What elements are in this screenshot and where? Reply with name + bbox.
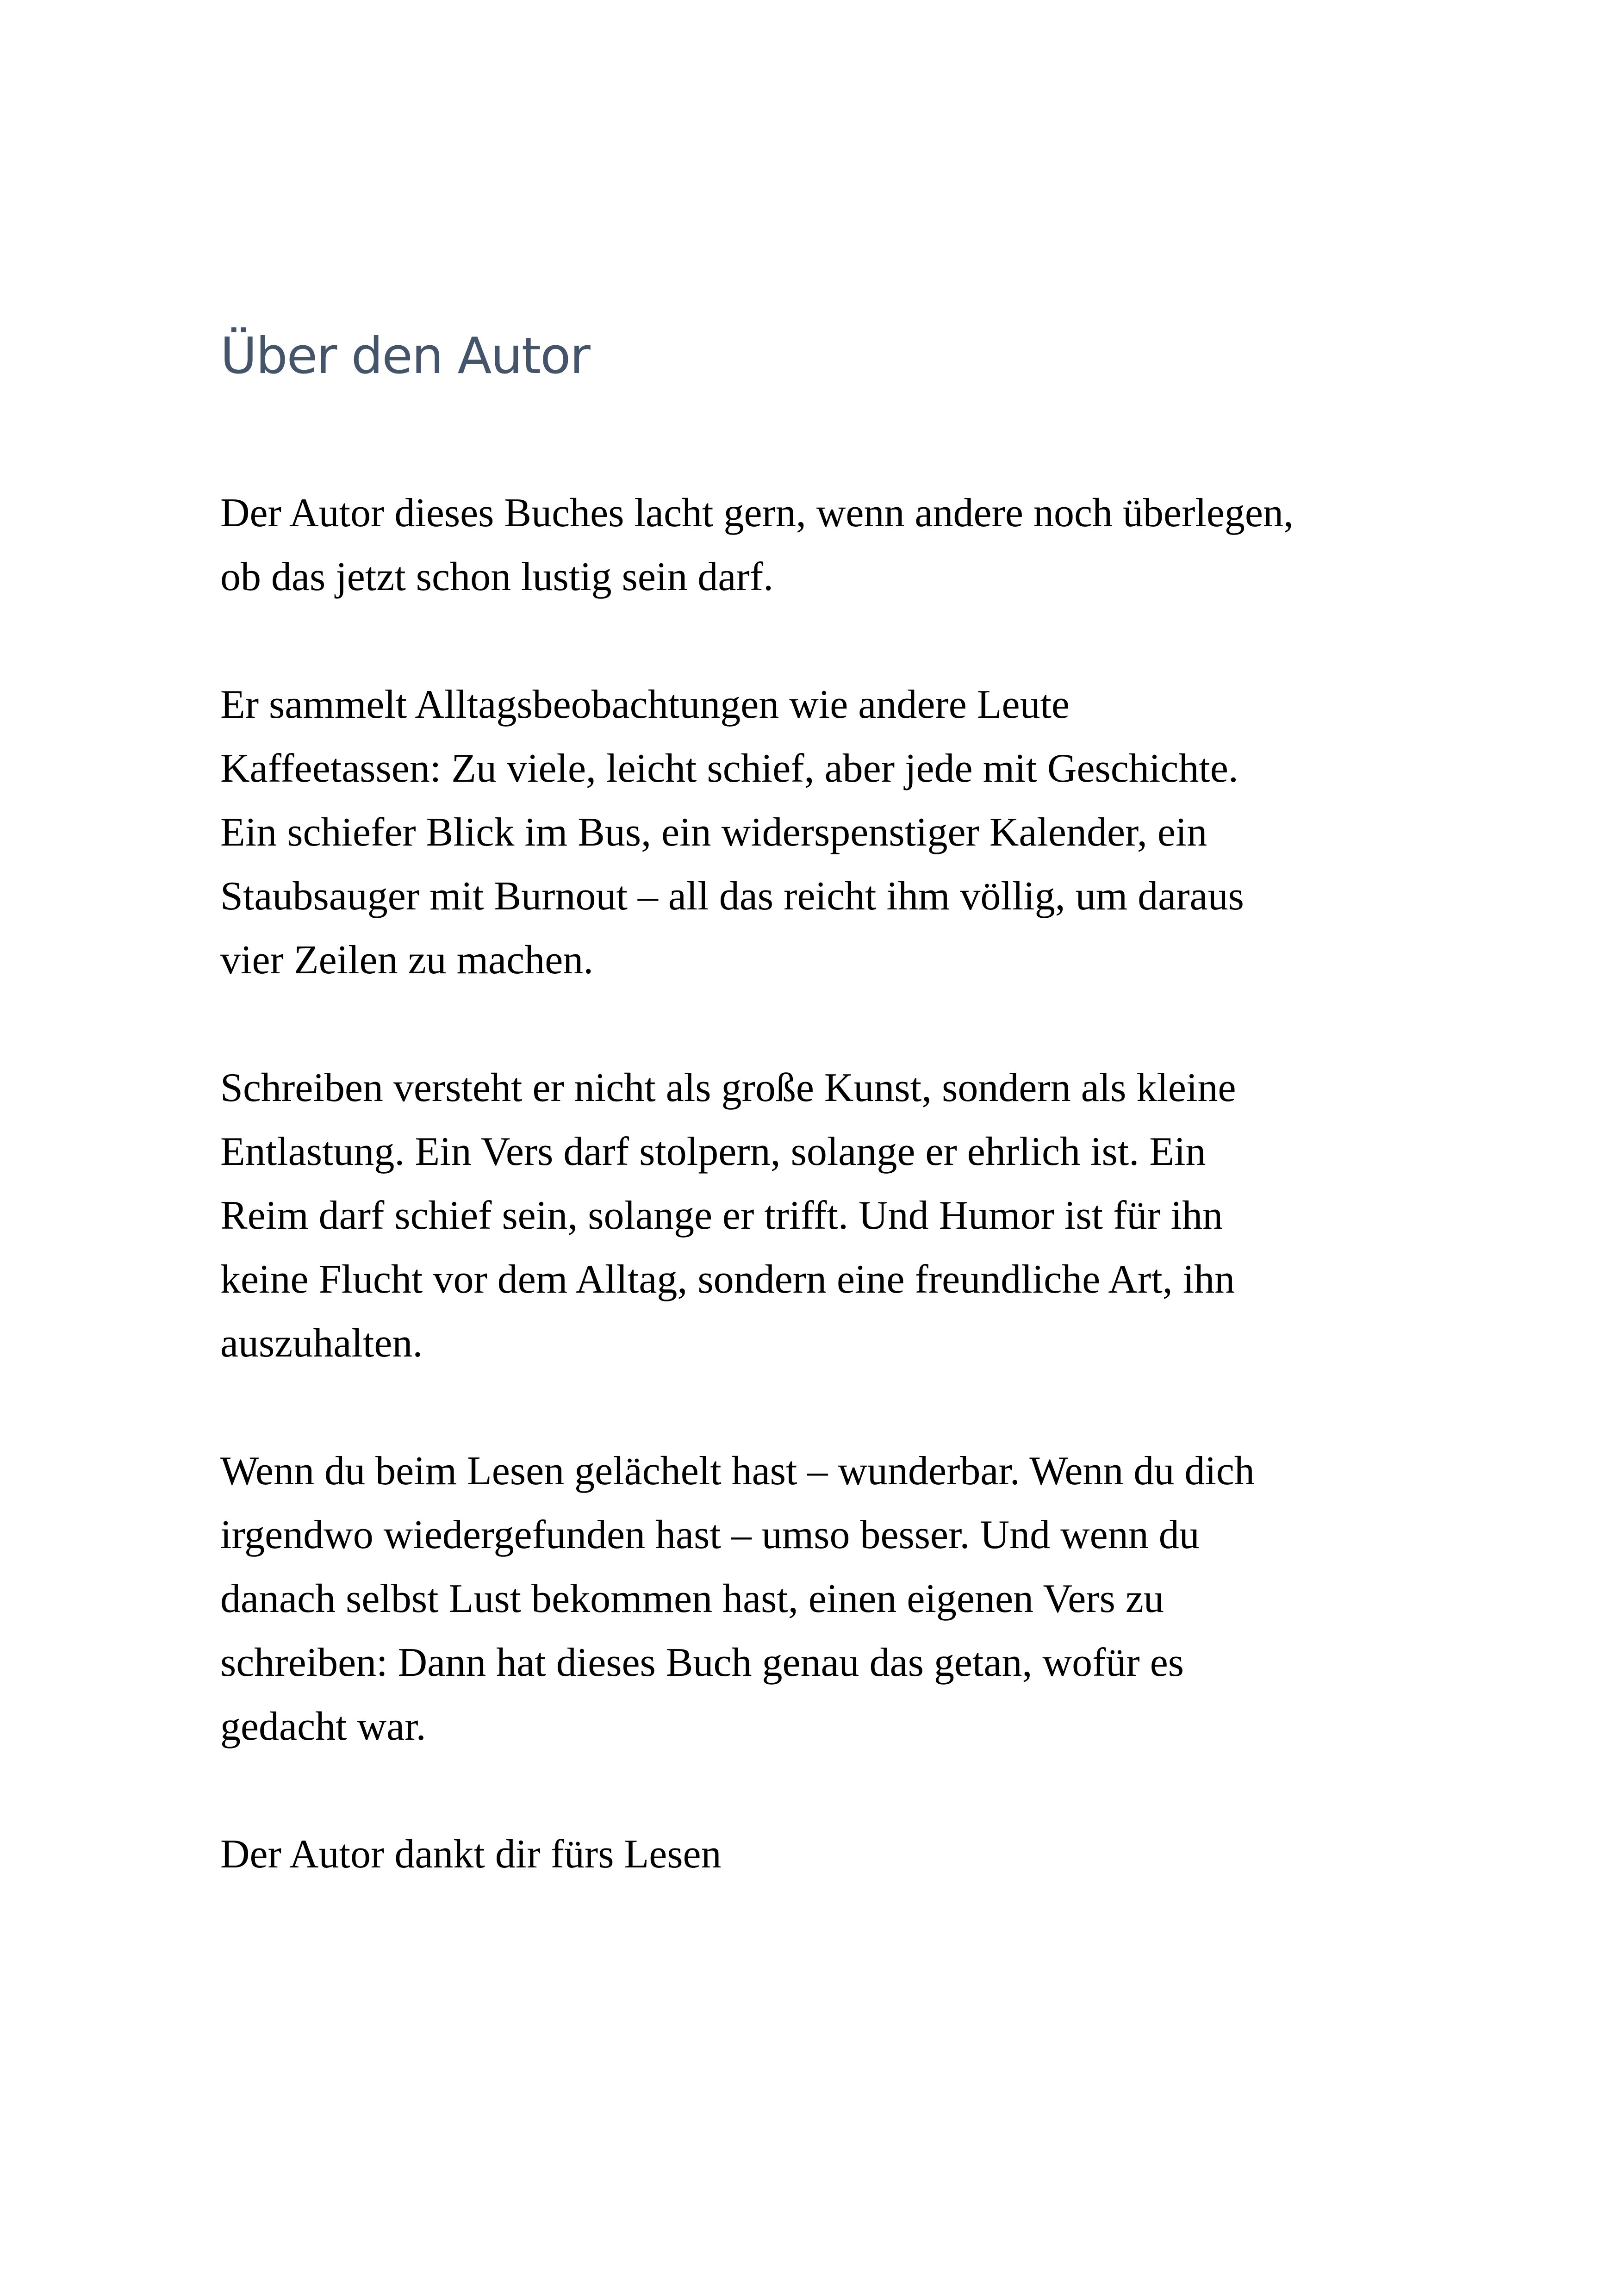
- paragraph-thanks: [220, 1823, 1405, 1886]
- text-line: Der Autor dieses Buches lacht gern, wenn andere noch überlegen,: [220, 491, 1294, 535]
- text-line: ob das jetzt schon lustig sein darf.: [220, 554, 774, 599]
- text-line: Wenn du beim Lesen gelächelt hast – wunderbar. Wenn du dich: [220, 1449, 1255, 1493]
- text-line: auszuhalten.: [220, 1321, 423, 1366]
- text-line: Staubsauger mit Burnout – all das reicht ihm völlig, um daraus: [220, 874, 1244, 919]
- text-line: Entlastung. Ein Vers darf stolpern, solange er ehrlich ist. Ein: [220, 1129, 1206, 1174]
- text-line: vier Zeilen zu machen.: [220, 938, 594, 983]
- text-line: schreiben: Dann hat dieses Buch genau das getan, wofür es: [220, 1640, 1184, 1685]
- text-line: Der Autor dankt dir fürs Lesen: [220, 1832, 722, 1877]
- text-line: Kaffeetassen: Zu viele, leicht schief, aber jede mit Geschichte.: [220, 746, 1238, 791]
- paragraph-spacer: [220, 1375, 1405, 1439]
- paragraph-writing: [220, 1056, 1405, 1375]
- paragraph-reader: [220, 1439, 1405, 1759]
- text-line: Reim darf schief sein, solange er trifft. Und Humor ist für ihn: [220, 1193, 1223, 1238]
- text-line: Er sammelt Alltagsbeobachtungen wie andere Leute: [220, 682, 1070, 727]
- text-line: irgendwo wiedergefunden hast – umso besser. Und wenn du: [220, 1512, 1200, 1557]
- page-title: Über den Autor: [220, 327, 590, 385]
- paragraph-intro: [220, 481, 1405, 609]
- text-line: gedacht war.: [220, 1704, 426, 1749]
- body-text: [220, 481, 1405, 1886]
- text-line: danach selbst Lust bekommen hast, einen eigenen Vers zu: [220, 1576, 1164, 1621]
- text-line: Ein schiefer Blick im Bus, ein widerspenstiger Kalender, ein: [220, 810, 1207, 855]
- text-line: keine Flucht vor dem Alltag, sondern eine freundliche Art, ihn: [220, 1257, 1235, 1302]
- paragraph-spacer: [220, 992, 1405, 1056]
- paragraph-observations: [220, 673, 1405, 992]
- paragraph-spacer: [220, 609, 1405, 673]
- text-line: Schreiben versteht er nicht als große Kunst, sondern als kleine: [220, 1065, 1236, 1110]
- paragraph-spacer: [220, 1759, 1405, 1823]
